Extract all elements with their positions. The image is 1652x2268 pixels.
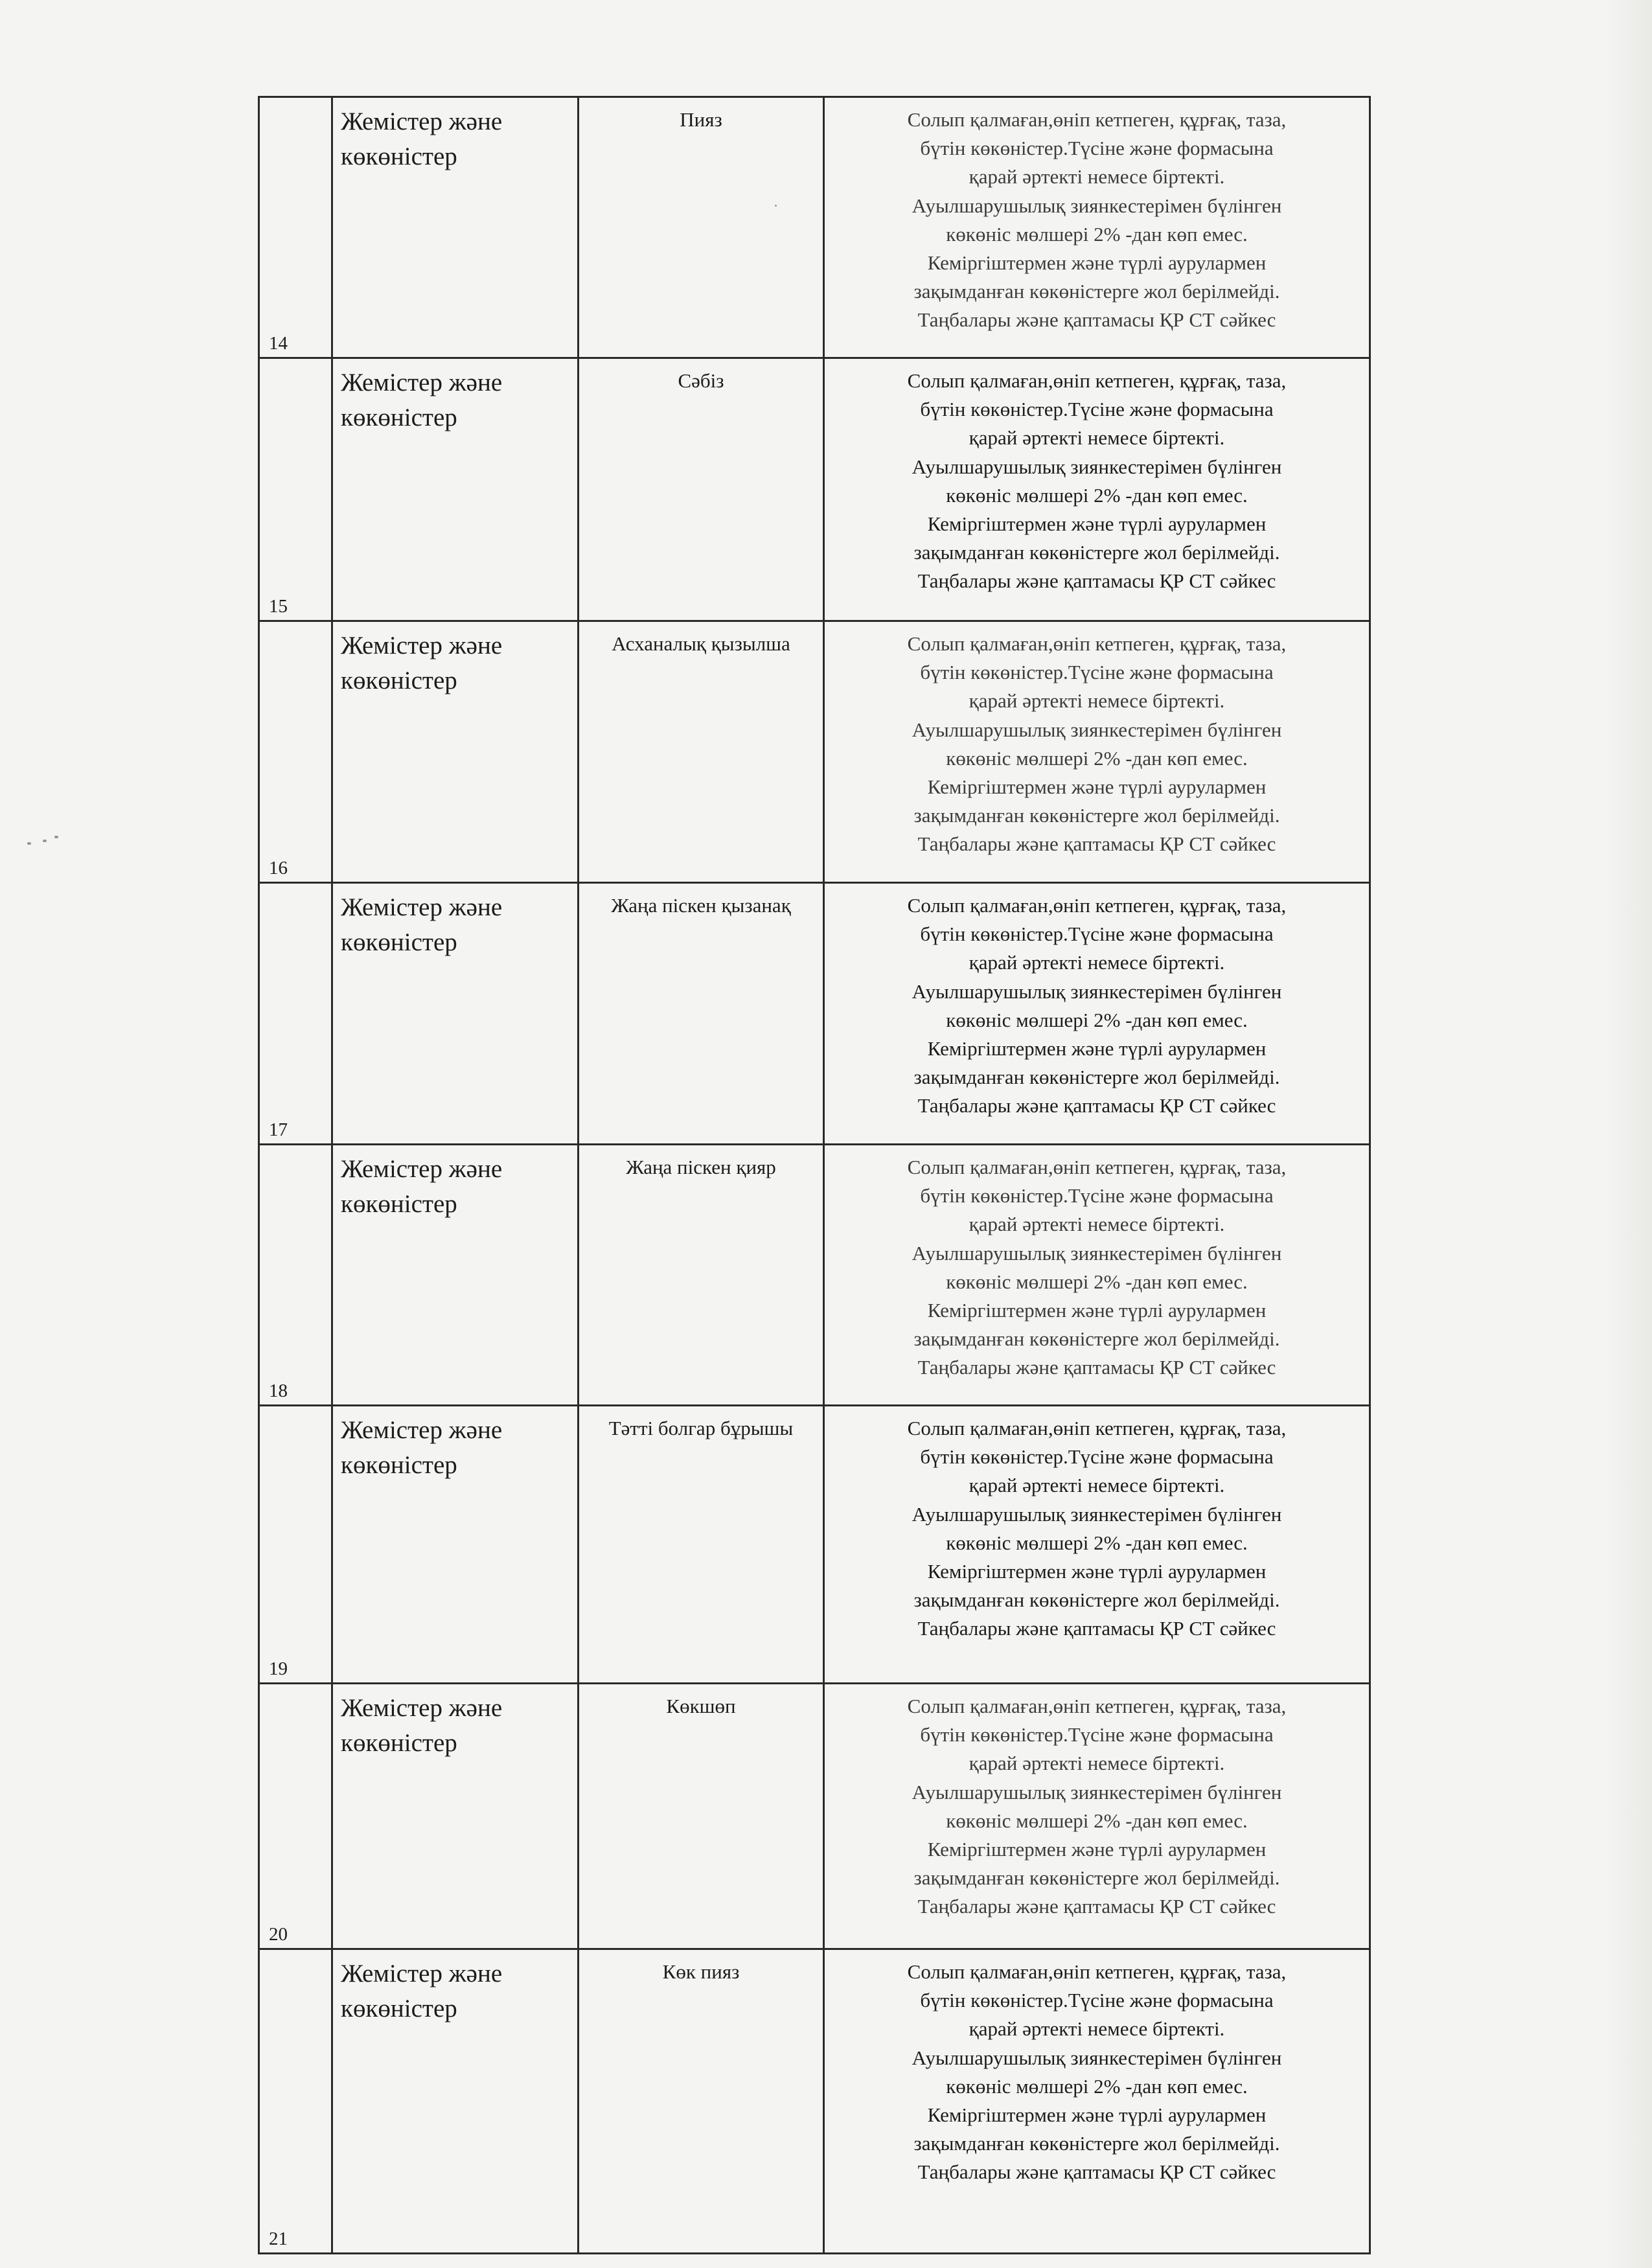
- table-row: [259, 1949, 1370, 2254]
- requirement-line: Солып қалмаған,өніп кетпеген, құрғақ, таза,: [907, 108, 1287, 131]
- requirement-line: Ауылшарушылық зиянкестерімен бүлінген: [912, 718, 1282, 741]
- product-cell: [579, 621, 824, 883]
- requirement-line: көкөніс мөлшері 2% -дан көп емес.: [946, 222, 1248, 246]
- requirement-line: көкөніс мөлшері 2% -дан көп емес.: [946, 483, 1248, 507]
- category-cell: [332, 621, 579, 883]
- row-number-cell: [259, 883, 332, 1145]
- product-cell: [579, 358, 824, 621]
- requirement-line: Кеміргіштермен және түрлі аурулармен: [927, 1560, 1267, 1583]
- requirement-line: қарай әртекті немесе біртекті.: [969, 2017, 1225, 2041]
- requirement-line: бүтін көкөністер.Түсіне және формасына: [920, 1184, 1274, 1208]
- requirement-line: бүтін көкөністер.Түсіне және формасына: [920, 1989, 1274, 2012]
- product-name: Көк пияз: [662, 1960, 740, 1983]
- row-number-cell: [259, 97, 332, 358]
- category-cell: [332, 1949, 579, 2254]
- product-name: Сәбіз: [678, 369, 724, 392]
- requirement-line: қарай әртекті немесе біртекті.: [969, 1474, 1225, 1497]
- requirement-line: Кеміргіштермен және түрлі аурулармен: [927, 1037, 1267, 1060]
- category-label: Жемістер және көкөністер: [341, 369, 503, 431]
- requirement-line: зақымданған көкөністерге жол берілмейді.: [913, 1588, 1280, 1612]
- requirement-line: Таңбалары және қаптамасы ҚР СТ сәйкес: [917, 832, 1276, 856]
- requirement-line: Кеміргіштермен және түрлі аурулармен: [927, 512, 1267, 536]
- requirement-line: Солып қалмаған,өніп кетпеген, құрғақ, таза,: [907, 1417, 1287, 1439]
- requirement-line: Солып қалмаған,өніп кетпеген, құрғақ, таза,: [907, 1695, 1287, 1717]
- requirement-line: Солып қалмаған,өніп кетпеген, құрғақ, таза,: [907, 1156, 1287, 1178]
- row-number-cell: [259, 1684, 332, 1949]
- requirement-line: зақымданған көкөністерге жол берілмейді.: [913, 1866, 1280, 1890]
- requirements-cell: [824, 358, 1370, 621]
- table-row: [259, 883, 1370, 1145]
- row-number: 16: [269, 858, 288, 878]
- category-cell: [332, 1684, 579, 1949]
- category-label: Жемістер және көкөністер: [341, 108, 503, 170]
- requirements-cell: [824, 621, 1370, 883]
- product-cell: [579, 1949, 824, 2254]
- requirement-line: Солып қалмаған,өніп кетпеген, құрғақ, таза,: [907, 894, 1287, 917]
- requirement-line: көкөніс мөлшері 2% -дан көп емес.: [946, 1008, 1248, 1031]
- product-name: Көкшөп: [666, 1695, 736, 1717]
- requirement-line: Ауылшарушылық зиянкестерімен бүлінген: [912, 1241, 1282, 1265]
- requirement-line: көкөніс мөлшері 2% -дан көп емес.: [946, 1531, 1248, 1554]
- requirement-line: Кеміргіштермен және түрлі аурулармен: [927, 775, 1267, 799]
- requirement-line: қарай әртекті немесе біртекті.: [969, 689, 1225, 713]
- requirement-line: бүтін көкөністер.Түсіне және формасына: [920, 661, 1274, 684]
- row-number: 20: [269, 1924, 288, 1945]
- category-cell: [332, 97, 579, 358]
- product-name: Жаңа піскен қияр: [626, 1156, 776, 1178]
- requirements-cell: [824, 1145, 1370, 1406]
- requirement-line: қарай әртекті немесе біртекті.: [969, 426, 1225, 450]
- requirement-line: бүтін көкөністер.Түсіне және формасына: [920, 922, 1274, 946]
- requirement-line: көкөніс мөлшері 2% -дан көп емес.: [946, 746, 1248, 770]
- requirements-cell: [824, 883, 1370, 1145]
- row-number: 14: [269, 333, 288, 354]
- category-label: Жемістер және көкөністер: [341, 893, 503, 956]
- category-label: Жемістер және көкөністер: [341, 1416, 503, 1479]
- requirement-line: Таңбалары және қаптамасы ҚР СТ сәйкес: [917, 1356, 1276, 1379]
- requirement-line: Таңбалары және қаптамасы ҚР СТ сәйкес: [917, 569, 1276, 593]
- requirement-line: бүтін көкөністер.Түсіне және формасына: [920, 137, 1274, 160]
- scan-speck: [54, 836, 58, 838]
- table-row: [259, 1145, 1370, 1406]
- requirement-line: көкөніс мөлшері 2% -дан көп емес.: [946, 2074, 1248, 2098]
- requirement-line: қарай әртекті немесе біртекті.: [969, 1752, 1225, 1775]
- product-requirements-table: [258, 96, 1371, 2254]
- requirement-line: Солып қалмаған,өніп кетпеген, құрғақ, таза,: [907, 1960, 1287, 1983]
- scan-speck: [43, 840, 47, 842]
- requirement-line: зақымданған көкөністерге жол берілмейді.: [913, 2132, 1280, 2155]
- requirement-line: зақымданған көкөністерге жол берілмейді.: [913, 280, 1280, 303]
- requirement-line: Таңбалары және қаптамасы ҚР СТ сәйкес: [917, 1094, 1276, 1117]
- table-body: [259, 97, 1370, 2254]
- requirement-line: Солып қалмаған,өніп кетпеген, құрғақ, таза,: [907, 632, 1287, 655]
- row-number-cell: [259, 621, 332, 883]
- category-cell: [332, 883, 579, 1145]
- requirements-cell: [824, 97, 1370, 358]
- product-cell: [579, 1684, 824, 1949]
- row-number: 21: [269, 2228, 288, 2249]
- table-row: [259, 1406, 1370, 1684]
- requirement-line: Ауылшарушылық зиянкестерімен бүлінген: [912, 1502, 1282, 1526]
- requirement-line: Таңбалары және қаптамасы ҚР СТ сәйкес: [917, 308, 1276, 332]
- product-name: Пияз: [680, 108, 722, 131]
- requirement-line: Таңбалары және қаптамасы ҚР СТ сәйкес: [917, 2160, 1276, 2184]
- category-cell: [332, 1145, 579, 1406]
- product-name: Тәтті болгар бұрышы: [608, 1417, 794, 1439]
- category-label: Жемістер және көкөністер: [341, 1155, 503, 1218]
- product-cell: [579, 883, 824, 1145]
- row-number-cell: [259, 1949, 332, 2254]
- requirement-line: Таңбалары және қаптамасы ҚР СТ сәйкес: [917, 1895, 1276, 1918]
- requirement-line: зақымданған көкөністерге жол берілмейді.: [913, 1066, 1280, 1089]
- category-label: Жемістер және көкөністер: [341, 632, 503, 694]
- row-number-cell: [259, 358, 332, 621]
- scan-page-edge: [1607, 0, 1652, 2268]
- requirement-line: Кеміргіштермен және түрлі аурулармен: [927, 251, 1267, 275]
- product-name: Асханалық қызылша: [612, 632, 790, 655]
- requirement-line: қарай әртекті немесе біртекті.: [969, 165, 1225, 189]
- product-name: Жаңа піскен қызанақ: [611, 894, 791, 917]
- table-row: [259, 1684, 1370, 1949]
- requirement-line: Ауылшарушылық зиянкестерімен бүлінген: [912, 979, 1282, 1003]
- product-cell: [579, 97, 824, 358]
- row-number-cell: [259, 1406, 332, 1684]
- requirements-cell: [824, 1684, 1370, 1949]
- requirements-cell: [824, 1406, 1370, 1684]
- requirements-cell: [824, 1949, 1370, 2254]
- row-number: 18: [269, 1380, 288, 1401]
- requirement-line: қарай әртекті немесе біртекті.: [969, 1213, 1225, 1236]
- table-row: [259, 97, 1370, 358]
- requirement-line: Кеміргіштермен және түрлі аурулармен: [927, 2103, 1267, 2127]
- requirement-line: көкөніс мөлшері 2% -дан көп емес.: [946, 1809, 1248, 1832]
- category-label: Жемістер және көкөністер: [341, 1694, 503, 1757]
- requirement-line: қарай әртекті немесе біртекті.: [969, 951, 1225, 974]
- requirement-line: зақымданған көкөністерге жол берілмейді.: [913, 804, 1280, 827]
- row-number: 19: [269, 1658, 288, 1679]
- requirement-line: Солып қалмаған,өніп кетпеген, құрғақ, таза,: [907, 369, 1287, 392]
- requirement-line: бүтін көкөністер.Түсіне және формасына: [920, 1445, 1274, 1469]
- requirement-line: Ауылшарушылық зиянкестерімен бүлінген: [912, 455, 1282, 478]
- scan-speck: [27, 842, 31, 845]
- requirement-line: Ауылшарушылық зиянкестерімен бүлінген: [912, 194, 1282, 217]
- requirement-line: көкөніс мөлшері 2% -дан көп емес.: [946, 1270, 1248, 1293]
- row-number: 15: [269, 596, 288, 617]
- requirement-line: Кеміргіштермен және түрлі аурулармен: [927, 1838, 1267, 1861]
- requirement-line: зақымданған көкөністерге жол берілмейді.: [913, 541, 1280, 564]
- category-cell: [332, 358, 579, 621]
- product-cell: [579, 1145, 824, 1406]
- requirement-line: Ауылшарушылық зиянкестерімен бүлінген: [912, 1780, 1282, 1804]
- category-label: Жемістер және көкөністер: [341, 1960, 503, 2022]
- product-cell: [579, 1406, 824, 1684]
- requirement-line: бүтін көкөністер.Түсіне және формасына: [920, 1723, 1274, 1747]
- requirement-line: Ауылшарушылық зиянкестерімен бүлінген: [912, 2046, 1282, 2069]
- requirement-line: Таңбалары және қаптамасы ҚР СТ сәйкес: [917, 1617, 1276, 1640]
- requirement-line: Кеміргіштермен және түрлі аурулармен: [927, 1299, 1267, 1322]
- row-number-cell: [259, 1145, 332, 1406]
- requirement-line: бүтін көкөністер.Түсіне және формасына: [920, 398, 1274, 421]
- requirement-line: зақымданған көкөністерге жол берілмейді.: [913, 1327, 1280, 1351]
- category-cell: [332, 1406, 579, 1684]
- table-row: [259, 621, 1370, 883]
- table-row: [259, 358, 1370, 621]
- row-number: 17: [269, 1119, 288, 1140]
